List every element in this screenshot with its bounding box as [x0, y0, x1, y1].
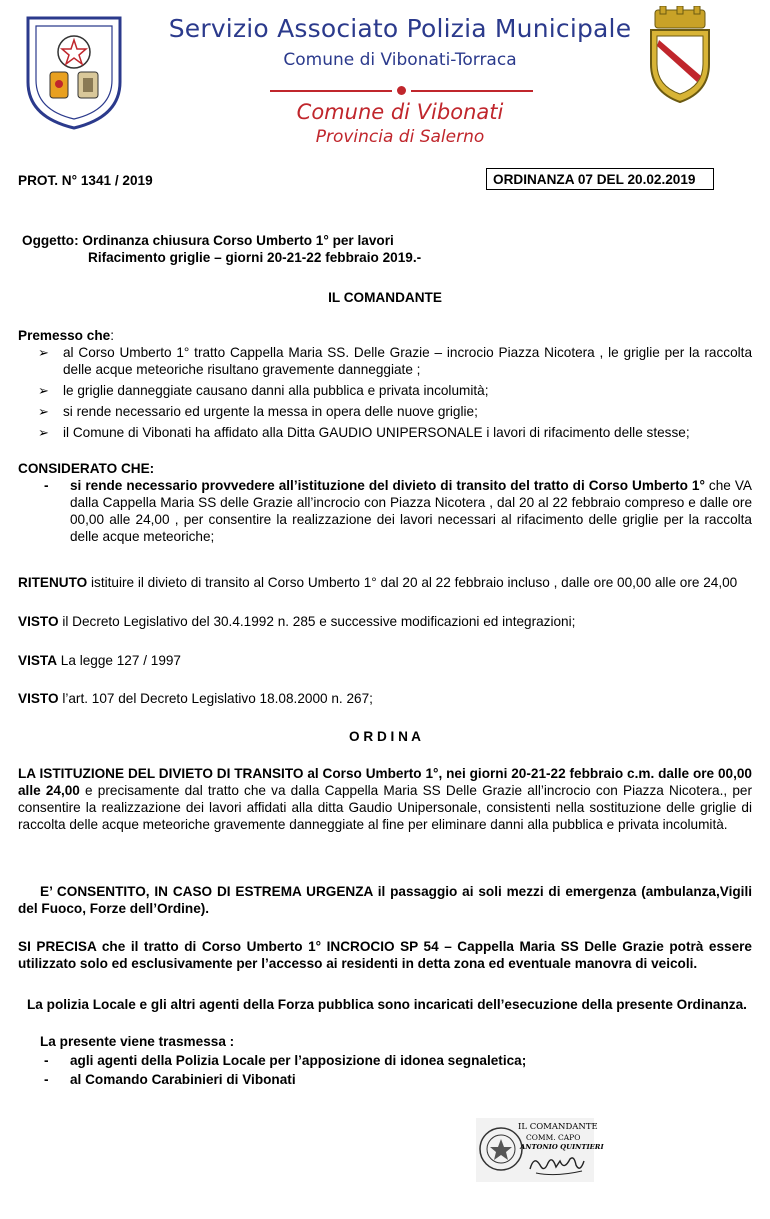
visto2-line — [18, 690, 373, 707]
premesso-label-text: Premesso che — [18, 328, 111, 343]
stamp-line1: IL COMANDANTE — [518, 1122, 598, 1132]
premesso-item — [38, 403, 752, 420]
considerato-dash: - — [44, 478, 49, 493]
arrow-bullet-icon: ➢ — [38, 425, 49, 440]
visto1-text: il Decreto Legislativo del 30.4.1992 n. 285 e successive modificazioni ed integrazioni; — [58, 614, 576, 629]
trasmessa-label: La presente viene trasmessa : — [40, 1034, 235, 1049]
header-divider-left — [270, 90, 392, 92]
heading-comandante: IL COMANDANTE — [328, 290, 442, 305]
premesso-item-text: le griglie danneggiate causano danni alla pubblica e privata incolumità; — [63, 383, 489, 398]
considerato-bold: si rende necessario provvedere all’istituzione del divieto di transito del tratto di Corso Umberto 1° — [70, 478, 705, 493]
premesso-item-text: al Corso Umberto 1° tratto Cappella Maria SS. Delle Grazie – incrocio Piazza Nicotera , le griglie per la raccolta delle acque meteoriche risultano gravemente danneggiate ; — [63, 345, 752, 377]
considerato-text — [70, 477, 752, 545]
ritenuto-line — [18, 574, 737, 591]
visto1-label: VISTO — [18, 614, 59, 629]
oggetto-line1: Oggetto: Ordinanza chiusura Corso Umberto 1° per lavori — [22, 233, 394, 248]
protocol-number: PROT. N° 1341 / 2019 — [18, 173, 153, 188]
vista-label: VISTA — [18, 653, 58, 668]
header-divider-dot — [397, 86, 406, 95]
header-divider-right — [411, 90, 533, 92]
stamp-line3: ANTONIO QUINTIERI — [520, 1143, 604, 1151]
considerato-label: CONSIDERATO CHE: — [18, 461, 155, 476]
comune-crest-icon — [645, 6, 715, 106]
visto1-line — [18, 613, 575, 630]
arrow-bullet-icon: ➢ — [38, 345, 49, 360]
precisa-body: che il tratto di Corso Umberto 1° INCROCIO SP 54 – Cappella Maria SS Delle Grazie potrà essere utilizzato solo ed esclusivamente per l’accesso ai residenti in detta zona ed eventuale manovra di veicoli. — [18, 939, 752, 971]
premesso-item — [38, 382, 752, 399]
premesso-item — [38, 424, 752, 441]
istituzione-bold: LA ISTITUZIONE DEL DIVIETO DI TRANSITO al Corso Umberto 1°, nei giorni 20-21-22 febbraio c.m. dalle ore 00,00 alle 24,00 — [18, 766, 752, 798]
header-subtitle: Comune di Vibonati-Torraca — [283, 50, 517, 70]
premesso-item — [38, 344, 752, 378]
precisa-text — [18, 938, 752, 972]
stamp-line2: COMM. CAPO — [526, 1133, 581, 1142]
left-seal-icon — [20, 12, 128, 132]
visto2-label: VISTO — [18, 691, 59, 706]
premesso-item-text: il Comune di Vibonati ha affidato alla Ditta GAUDIO UNIPERSONALE i lavori di rifacimento delle stesse; — [63, 425, 690, 440]
header-comune: Comune di Vibonati — [296, 100, 504, 124]
commander-stamp — [476, 1118, 604, 1182]
arrow-bullet-icon: ➢ — [38, 383, 49, 398]
trasmessa-item — [44, 1071, 296, 1088]
heading-ordina: O R D I N A — [349, 729, 421, 744]
header-provincia: Provincia di Salerno — [315, 127, 485, 147]
premesso-label — [18, 327, 114, 344]
visto2-text: l’art. 107 del Decreto Legislativo 18.08.2000 n. 267; — [58, 691, 373, 706]
premesso-colon: : — [110, 328, 114, 343]
vista-text: La legge 127 / 1997 — [57, 653, 181, 668]
considerato-rest: che VA dalla Cappella Maria SS delle Grazie all’incrocio con Piazza Nicotera , dal 20 al 22 febbraio compreso e dalle ore 00,00 alle 24,00 , per consentire la realizzazione dei lavori necessari al rifacimento delle griglie per la raccolta delle acque meteoriche; — [70, 478, 752, 544]
arrow-bullet-icon: ➢ — [38, 404, 49, 419]
dash-bullet: - — [44, 1053, 49, 1068]
signature — [526, 1151, 588, 1179]
premesso-item-text: si rende necessario ed urgente la messa in opera delle nuove griglie; — [63, 404, 478, 419]
vista-line — [18, 652, 181, 669]
oggetto-line2: Rifacimento griglie – giorni 20-21-22 febbraio 2019.- — [88, 250, 422, 265]
istituzione-text — [18, 765, 752, 833]
istituzione-rest: e precisamente dal tratto che va dalla Cappella Maria SS Delle Grazie all’incrocio con Piazza Nicotera., per consentire la realizzazione dei lavori affidati alla ditta Gaudio Unipersonale, consistenti nella sostituzione delle griglie di raccolta delle acque meteoriche gravemente danneggiate al fine per eliminare danni alla pubblica e privata incolumità. — [18, 783, 753, 832]
precisa-label: SI PRECISA — [18, 939, 97, 954]
ritenuto-label: RITENUTO — [18, 575, 88, 590]
ritenuto-text: istituire il divieto di transito al Corso Umberto 1° dal 20 al 22 febbraio incluso , dalle ore 00,00 alle ore 24,00 — [87, 575, 738, 590]
polizia-text: La polizia Locale e gli altri agenti della Forza pubblica sono incaricati dell’esecuzione della presente Ordinanza. — [27, 997, 747, 1012]
trasmessa-item — [44, 1052, 526, 1069]
consentito-rest: il passaggio ai soli mezzi di emergenza (ambulanza,Vigili del Fuoco, Forze dell’Ordine). — [18, 884, 752, 916]
header-title: Servizio Associato Polizia Municipale — [168, 14, 632, 43]
trasmessa-item-text: agli agenti della Polizia Locale per l’apposizione di idonea segnaletica; — [70, 1053, 527, 1068]
dash-bullet: - — [44, 1072, 49, 1087]
trasmessa-item-text: al Comando Carabinieri di Vibonati — [70, 1072, 296, 1087]
consentito-label: E’ CONSENTITO, IN CASO DI ESTREMA URGENZA — [40, 884, 373, 899]
consentito-text — [18, 883, 752, 917]
ordinanza-box: ORDINANZA 07 DEL 20.02.2019 — [486, 168, 714, 190]
